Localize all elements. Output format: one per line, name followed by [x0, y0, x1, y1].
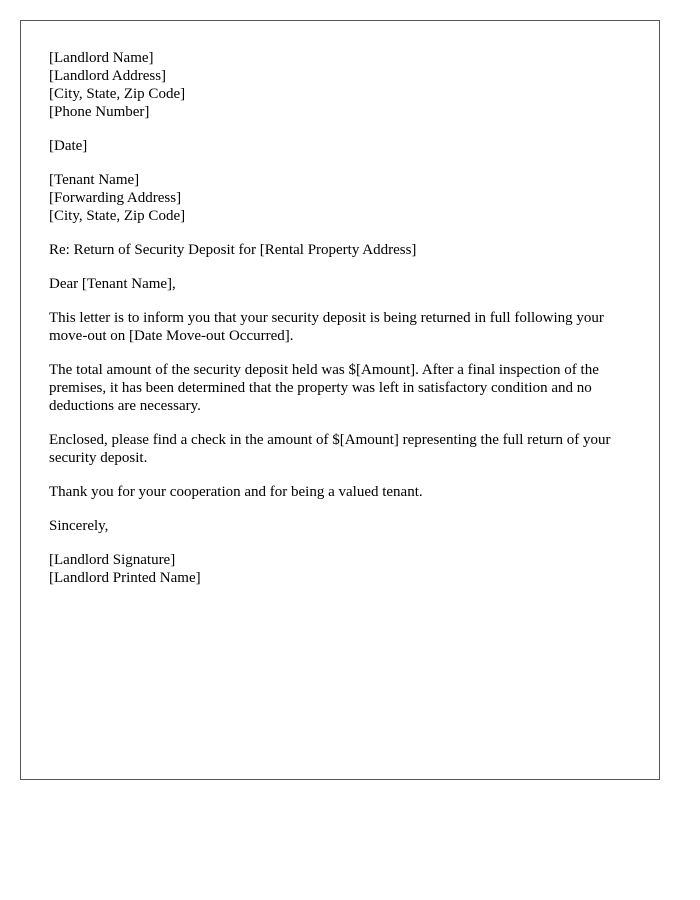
recipient-city-state-zip: [City, State, Zip Code]: [49, 208, 186, 224]
date-block: [49, 137, 639, 155]
paragraph-thanks: Thank you for your cooperation and for being a valued tenant.: [49, 484, 423, 500]
recipient-name: [Tenant Name]: [49, 172, 140, 188]
sender-address: [Landlord Address]: [49, 68, 167, 84]
signature-block: [49, 551, 639, 587]
salutation: Dear [Tenant Name],: [49, 276, 176, 292]
paragraph-amount: The total amount of the security deposit held was $[Amount]. After a final inspection of the premises, it has been determined that the property was left in satisfactory condition and no deductions are necessary.: [49, 362, 599, 414]
letter-date: [Date]: [49, 138, 88, 154]
letter-page: [20, 20, 660, 780]
sender-phone: [Phone Number]: [49, 104, 150, 120]
recipient-address: [Forwarding Address]: [49, 190, 182, 206]
sender-name: [Landlord Name]: [49, 50, 154, 66]
signature-line: [Landlord Signature]: [49, 552, 176, 568]
printed-name: [Landlord Printed Name]: [49, 570, 201, 586]
subject-line: Re: Return of Security Deposit for [Rental Property Address]: [49, 242, 417, 258]
sender-city-state-zip: [City, State, Zip Code]: [49, 86, 186, 102]
closing: Sincerely,: [49, 518, 109, 534]
recipient-block: [49, 171, 639, 225]
letter-body: [49, 49, 639, 603]
paragraph-enclosure: Enclosed, please find a check in the amount of $[Amount] representing the full return of your security deposit.: [49, 432, 611, 466]
paragraph-notice: This letter is to inform you that your security deposit is being returned in full following your move-out on [Date Move-out Occurred].: [49, 310, 604, 344]
sender-block: [49, 49, 639, 121]
